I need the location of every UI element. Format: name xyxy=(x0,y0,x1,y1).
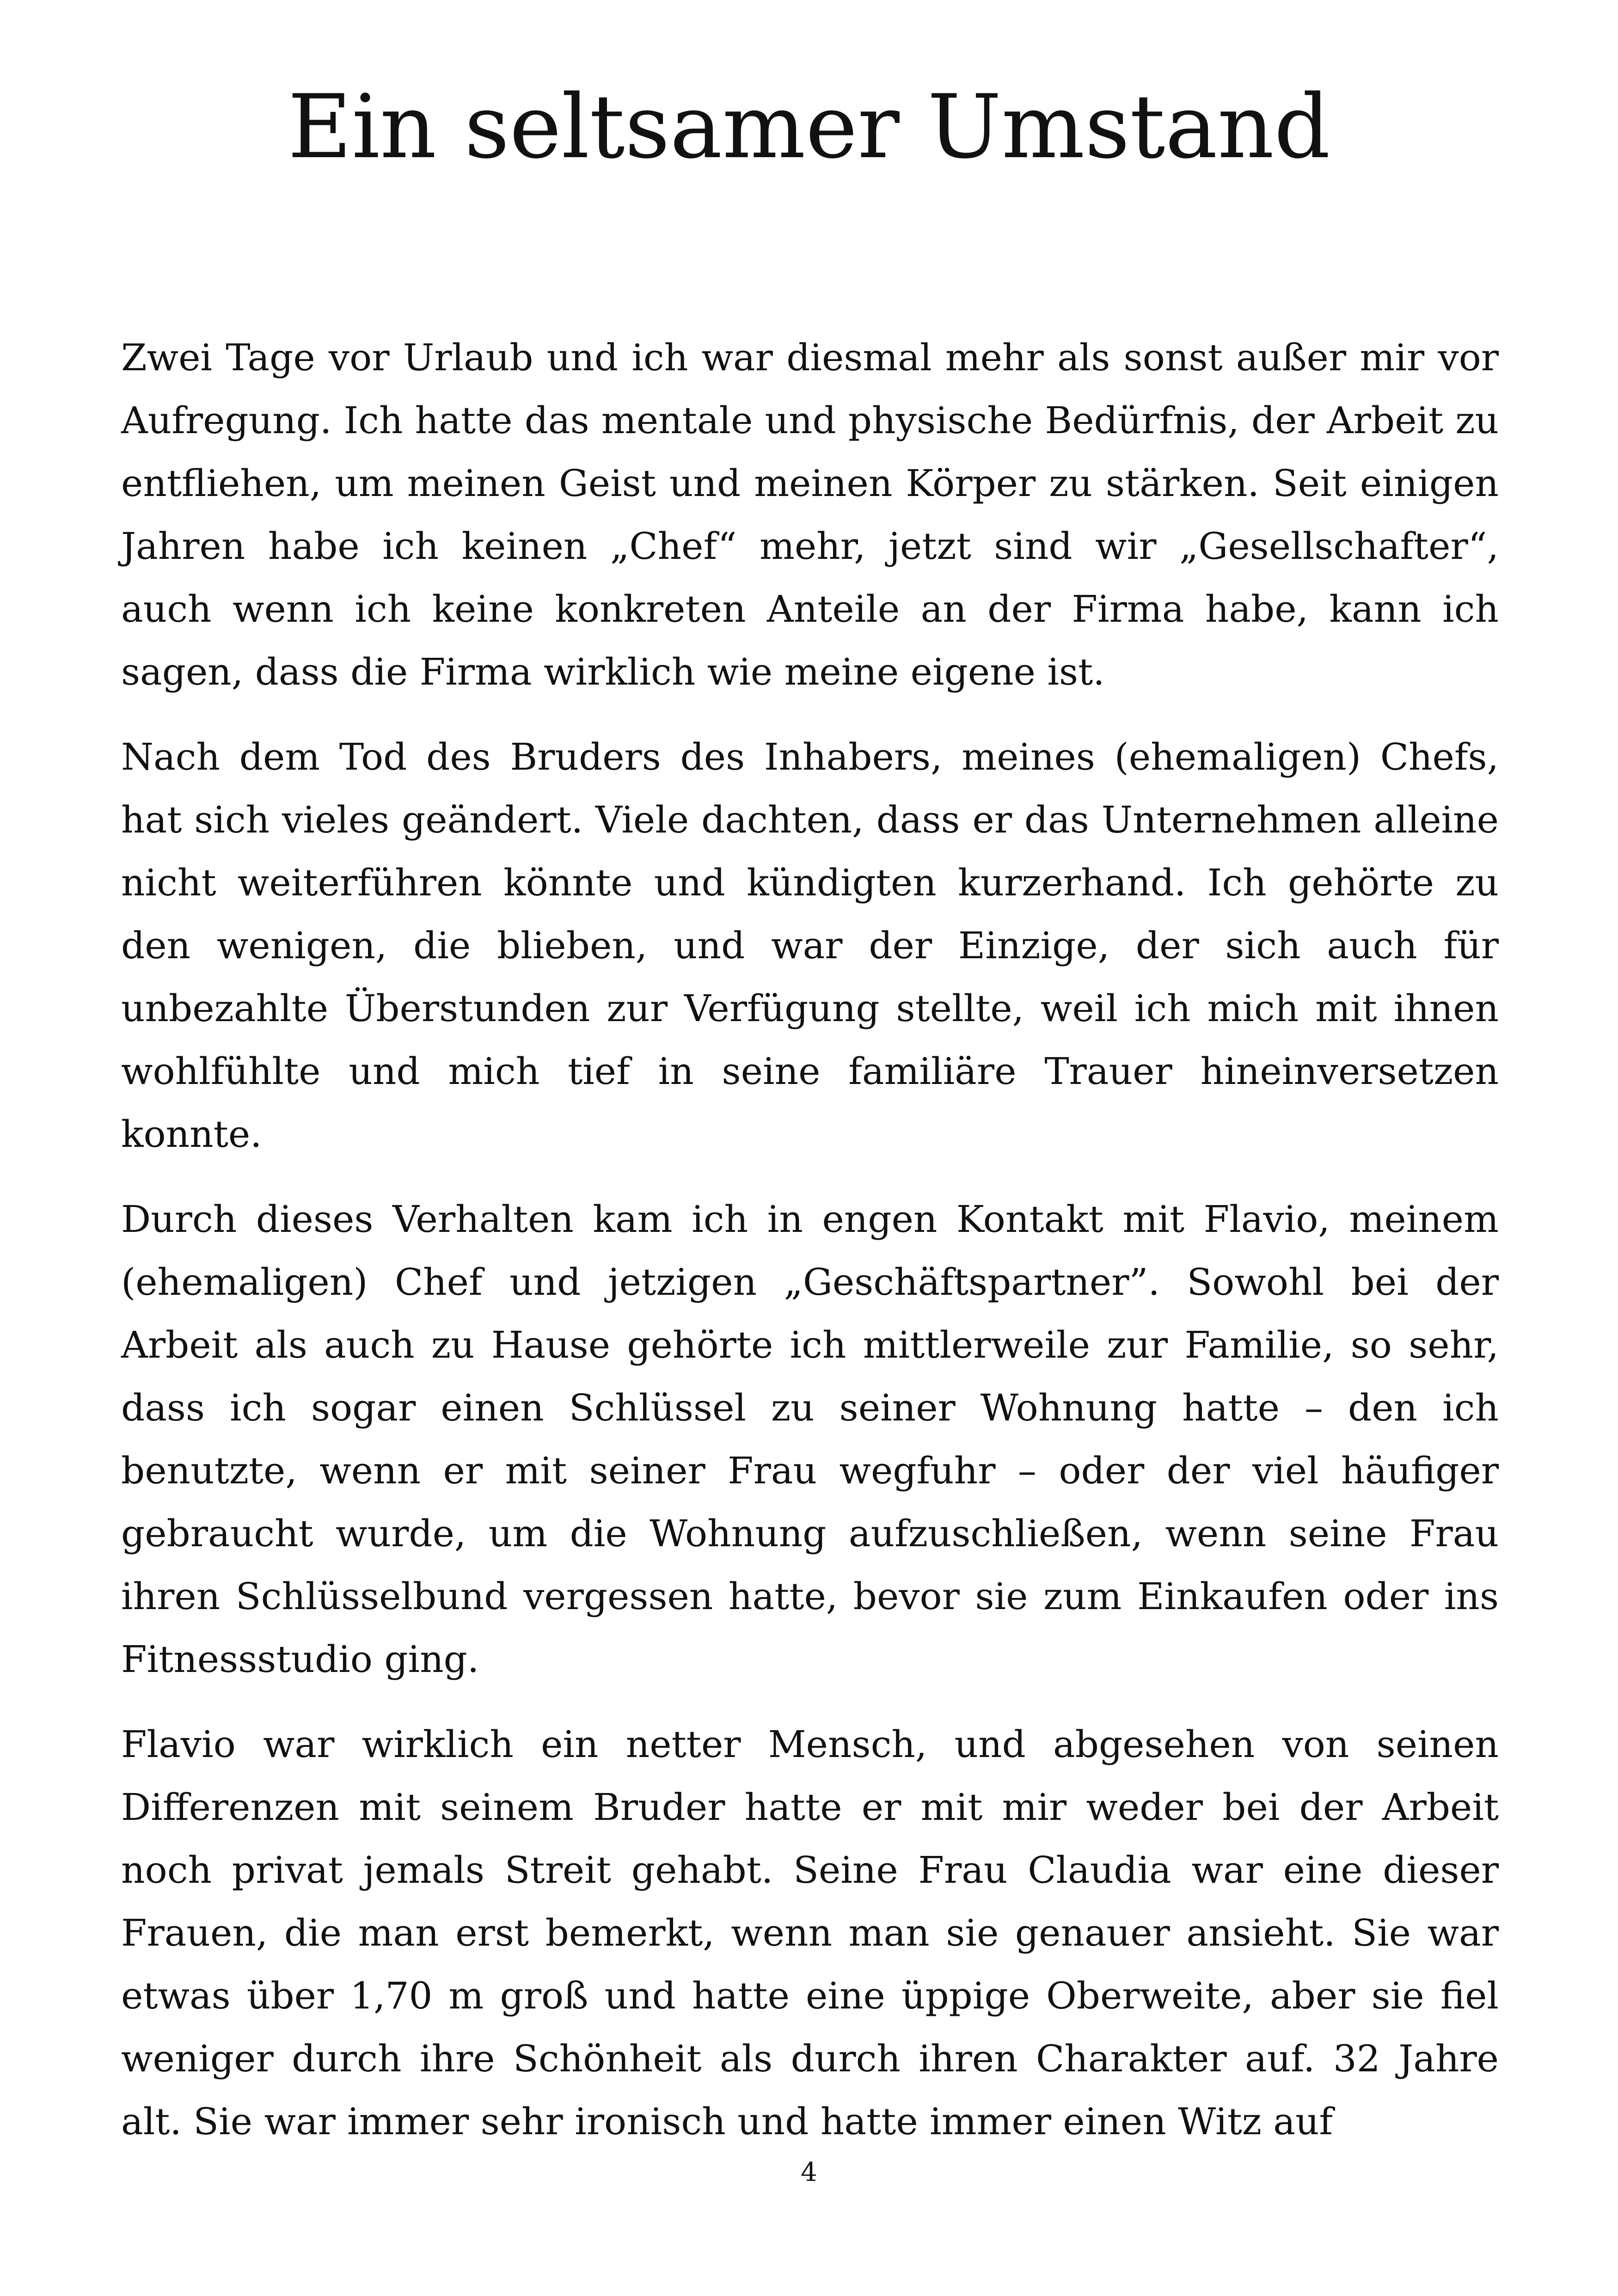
page-number: 4 xyxy=(801,2157,817,2187)
paragraph-2: Nach dem Tod des Bruders des Inhabers, meines (ehemaligen) Chefs, hat sich vieles geändert. Viele dachten, dass er das Unternehmen alleine nicht weiterführen könnte und kündigten kurzerhand. Ich gehörte zu den wenigen, die blieben, und war der Einzige, der sich auch für unbezahlte Überstunden zur Verfügung stellte, weil ich mich mit ihnen wohlfühlte und mich tief in seine familiäre Trauer hineinversetzen konnte. xyxy=(121,735,1499,1156)
paragraph-1: Zwei Tage vor Urlaub und ich war diesmal mehr als sonst außer mir vor Aufregung. Ich hatte das mentale und physische Bedürfnis, der Arbeit zu entfliehen, um meinen Geist und meinen Körper zu stärken. Seit einigen Jahren habe ich keinen „Chef“ mehr, jetzt sind wir „Gesellschafter“, auch wenn ich keine konkreten Anteile an der Firma habe, kann ich sagen, dass die Firma wirklich wie meine eigene ist. xyxy=(121,336,1499,693)
body-text xyxy=(121,326,1499,2175)
paragraph-4: Flavio war wirklich ein netter Mensch, und abgesehen von seinen Differenzen mit seinem Bruder hatte er mit mir weder bei der Arbeit noch privat jemals Streit gehabt. Seine Frau Claudia war eine dieser Frauen, die man erst bemerkt, wenn man sie genauer ansieht. Sie war etwas über 1,70 m groß und hatte eine üppige Oberweite, aber sie fiel weniger durch ihre Schönheit als durch ihren Charakter auf. 32 Jahre alt. Sie war immer sehr ironisch und hatte immer einen Witz auf xyxy=(121,1723,1499,2143)
paragraph-3: Durch dieses Verhalten kam ich in engen Kontakt mit Flavio, meinem (ehemaligen) Chef und jetzigen „Geschäftspartner”. Sowohl bei der Arbeit als auch zu Hause gehörte ich mittlerweile zur Familie, so sehr, dass ich sogar einen Schlüssel zu seiner Wohnung hatte – den ich benutzte, wenn er mit seiner Frau wegfuhr – oder der viel häufiger gebraucht wurde, um die Wohnung aufzuschließen, wenn seine Frau ihren Schlüsselbund vergessen hatte, bevor sie zum Einkaufen oder ins Fitnessstudio ging. xyxy=(121,1198,1499,1681)
chapter-title: Ein seltsamer Umstand xyxy=(288,76,1330,178)
